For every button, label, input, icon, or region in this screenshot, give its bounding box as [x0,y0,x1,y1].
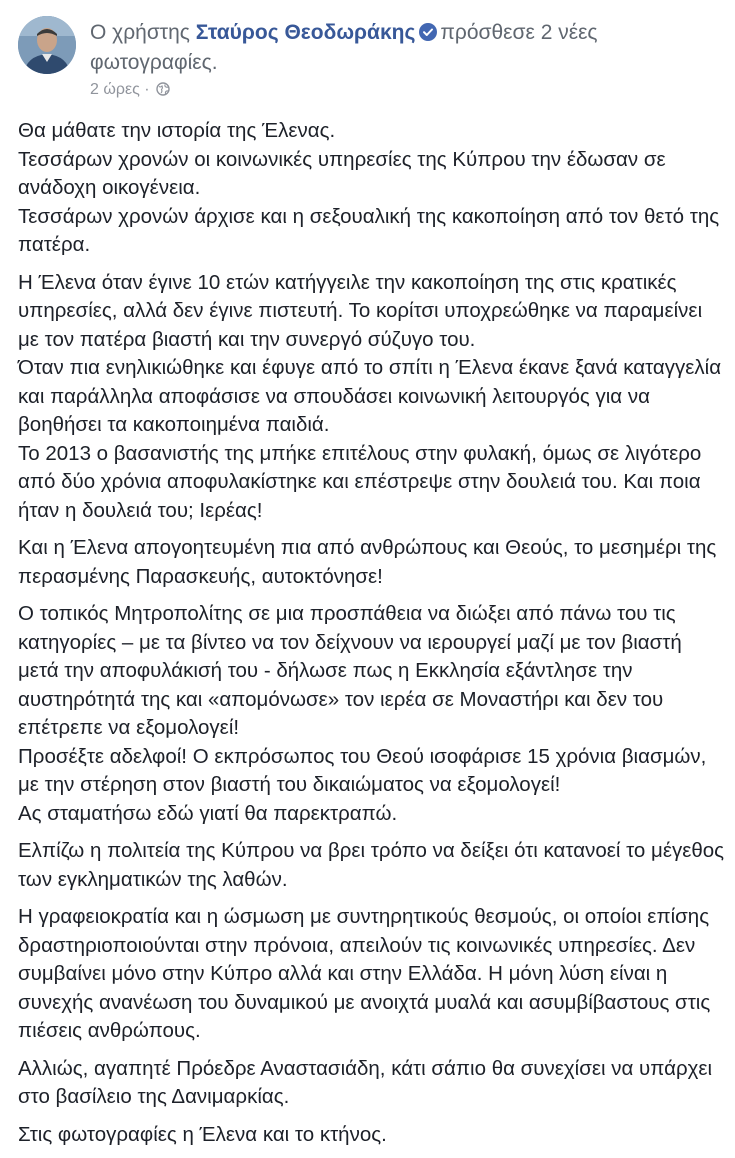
post-paragraph [18,269,726,526]
post-paragraph [18,1121,726,1150]
post-text-line: Το 2013 ο βασανιστής της μπήκε επιτέλους στην φυλακή, όμως σε λιγότερο από δύο χρόνια αποφυλακίστηκε και επέστρεψε στην δουλειά του. Και ποια ήταν η δουλειά του; Ιερέας! [18,441,702,522]
post-paragraph [18,903,726,1046]
post-timestamp[interactable]: 2 ώρες [90,81,140,98]
post-paragraph [18,600,726,828]
post-paragraph [18,837,726,894]
post-meta [90,80,170,100]
post-text-line: Και η Έλενα απογοητευμένη πια από ανθρώπους και Θεούς, το μεσημέρι της περασμένης Παρασκευής, αυτοκτόνησε! [18,536,717,588]
post-body [18,117,726,1158]
post-paragraph [18,1055,726,1112]
globe-icon[interactable] [156,82,170,96]
post-text-line: Στις φωτογραφίες η Έλενα και το κτήνος. [18,1122,387,1146]
meta-separator: · [144,81,150,98]
author-name-link[interactable]: Σταύρος Θεοδωράκης [195,21,416,44]
post-text-line: Ο τοπικός Μητροπολίτης σε μια προσπάθεια να διώξει από πάνω του τις κατηγορίες – με τα βίντεο να τον δείχνουν να ιερουργεί μαζί με τον βιαστή μετά την αποφυλάκισή του - δήλωσε πως η Εκκλησία εξάντλησε την αυστηρότητά της και «απομόνωσε» τον ιερέα σε Μοναστήρι και δεν του επέτρεπε να εξομολογεί! [18,602,682,739]
post-header [18,16,718,106]
post-text-line: Προσέξτε αδελφοί! Ο εκπρόσωπος του Θεού ισοφάρισε 15 χρόνια βιασμών, με την στέρηση στον βιαστή του δικαιώματος να εξομολογεί! [18,744,707,796]
post-text-line: Ας σταματήσω εδώ γιατί θα παρεκτραπώ. [18,801,398,825]
header-action: πρόσθεσε 2 νέες φωτογραφίες. [90,21,598,74]
post-header-text [90,18,650,78]
post-text-line: Η Έλενα όταν έγινε 10 ετών κατήγγειλε την κακοποίηση της στις κρατικές υπηρεσίες, αλλά δεν έγινε πιστευτή. Το κορίτσι υποχρεώθηκε να παραμείνει με τον πατέρα βιαστή και την συνεργό σύζυγο του. [18,270,703,351]
post-text-line: Ελπίζω η πολιτεία της Κύπρου να βρει τρόπο να δείξει ότι κατανοεί το μέγεθος των εγκληματικών της λαθών. [18,839,725,891]
post-paragraph [18,534,726,591]
post-text-line: Αλλιώς, αγαπητέ Πρόεδρε Αναστασιάδη, κάτι σάπιο θα συνεχίσει να υπάρχει στο βασίλειο της Δανιμαρκίας. [18,1056,713,1108]
header-prefix: Ο χρήστης [90,21,196,44]
post-text-line: Η γραφειοκρατία και η ώσμωση με συντηρητικούς θεσμούς, οι οποίοι επίσης δραστηριοποιούνται στην πρόνοια, απειλούν τις κοινωνικές υπηρεσίες. Δεν συμβαίνει μόνο στην Κύπρο αλλά και στην Ελλάδα. Η μόνη λύση είναι η συνεχής ανανέωση του δυναμικού με ανοιχτά μυαλά και ασυμβίβαστους στις πιέσεις ανθρώπους. [18,905,711,1042]
verified-badge-icon [419,20,437,38]
post-paragraph [18,117,726,260]
author-avatar[interactable] [18,16,76,74]
post-text-line: Τεσσάρων χρονών άρχισε και η σεξουαλική της κακοποίηση από τον θετό της πατέρα. [18,204,720,256]
post-text-line: Τεσσάρων χρονών οι κοινωνικές υπηρεσίες της Κύπρου την έδωσαν σε ανάδοχη οικογένεια. [18,147,666,199]
avatar-image [18,16,76,74]
post-text-line: Όταν πια ενηλικιώθηκε και έφυγε από το σπίτι η Έλενα έκανε ξανά καταγγελία και παράλληλα αποφάσισε να σπουδάσει κοινωνική λειτουργός για να βοηθήσει τα κακοποιημένα παιδιά. [18,356,722,436]
post-text-line: Θα μάθατε την ιστορία της Έλενας. [18,119,336,142]
